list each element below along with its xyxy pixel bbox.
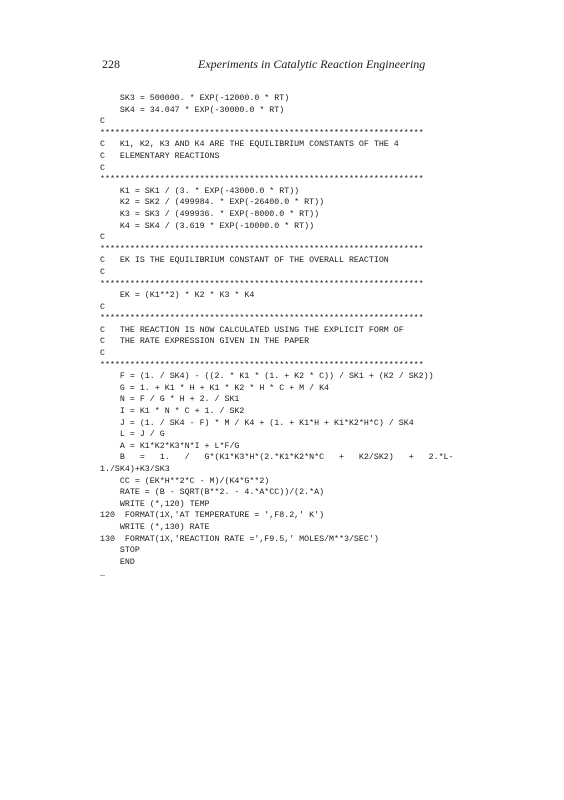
code-line: K2 = SK2 / (499984. * EXP(-26400.0 * RT)) bbox=[100, 198, 325, 208]
code-line: C bbox=[100, 302, 105, 312]
code-line: ***************************************************************** bbox=[100, 279, 424, 289]
code-line: K3 = SK3 / (499936. * EXP(-8000.0 * RT)) bbox=[100, 209, 320, 219]
code-line: N = F / G * H + 2. / SK1 bbox=[100, 395, 240, 405]
code-line: C bbox=[100, 163, 105, 173]
code-line: _ bbox=[100, 569, 105, 579]
fortran-code-listing bbox=[100, 93, 454, 580]
code-line: END bbox=[100, 557, 135, 567]
code-line: EK = (K1**2) * K2 * K3 * K4 bbox=[100, 291, 255, 301]
code-line: WRITE (*,130) RATE bbox=[100, 522, 210, 532]
code-line: C bbox=[100, 267, 105, 277]
code-line: C K1, K2, K3 AND K4 ARE THE EQUILIBRIUM CONSTANTS OF THE 4 bbox=[100, 140, 399, 150]
code-line: SK3 = 500000. * EXP(-12000.0 * RT) bbox=[100, 94, 290, 103]
code-line: C bbox=[100, 117, 105, 127]
code-line: A = K1*K2*K3*N*I + L*F/G bbox=[100, 441, 240, 451]
code-line: J = (1. / SK4 - F) * M / K4 + (1. + K1*H + K1*K2*H*C) / SK4 bbox=[100, 418, 414, 428]
code-line: C ELEMENTARY REACTIONS bbox=[100, 151, 220, 161]
page-header bbox=[102, 57, 482, 73]
code-line: ***************************************************************** bbox=[100, 360, 424, 370]
code-line: C bbox=[100, 233, 105, 243]
code-line: STOP bbox=[100, 546, 140, 556]
code-line: L = J / G bbox=[100, 430, 165, 440]
code-line: RATE = (B - SQRT(B**2. - 4.*A*CC))/(2.*A) bbox=[100, 488, 325, 498]
code-line: ***************************************************************** bbox=[100, 244, 424, 254]
code-line: ***************************************************************** bbox=[100, 175, 424, 185]
code-line: C bbox=[100, 349, 105, 359]
code-line: F = (1. / SK4) - ((2. * K1 * (1. + K2 * C)) / SK1 + (K2 / SK2)) bbox=[100, 372, 434, 382]
code-line: I = K1 * N * C + 1. / SK2 bbox=[100, 407, 245, 417]
code-line: CC = (EK*H**2*C - M)/(K4*G**2) bbox=[100, 476, 270, 486]
code-line: C EK IS THE EQUILIBRIUM CONSTANT OF THE OVERALL REACTION bbox=[100, 256, 389, 266]
code-line: K4 = SK4 / (3.619 * EXP(-10000.0 * RT)) bbox=[100, 221, 315, 231]
code-line: C THE REACTION IS NOW CALCULATED USING THE EXPLICIT FORM OF bbox=[100, 325, 404, 335]
code-line: 120 FORMAT(1X,'AT TEMPERATURE = ',F8.2,' K') bbox=[100, 511, 325, 521]
page-number: 228 bbox=[102, 57, 120, 71]
code-line: ***************************************************************** bbox=[100, 314, 424, 324]
code-line: 1./SK4)+K3/SK3 bbox=[100, 465, 170, 474]
code-line: G = 1. + K1 * H + K1 * K2 * H * C + M / K4 bbox=[100, 383, 330, 393]
code-line: 130 FORMAT(1X,'REACTION RATE =',F9.5,' MOLES/M**3/SEC') bbox=[100, 534, 379, 544]
code-line: K1 = SK1 / (3. * EXP(-43000.0 * RT)) bbox=[100, 186, 300, 196]
code-line: WRITE (*,120) TEMP bbox=[100, 499, 210, 509]
code-line: ***************************************************************** bbox=[100, 128, 424, 138]
code-line: C THE RATE EXPRESSION GIVEN IN THE PAPER bbox=[100, 337, 310, 347]
running-title: Experiments in Catalytic Reaction Engineering bbox=[198, 57, 426, 71]
code-line: B = 1. / G*(K1*K3*H*(2.*K1*K2*N*C + K2/SK2) + 2.*L- bbox=[100, 453, 454, 463]
code-line: SK4 = 34.047 * EXP(-30000.0 * RT) bbox=[100, 105, 285, 115]
